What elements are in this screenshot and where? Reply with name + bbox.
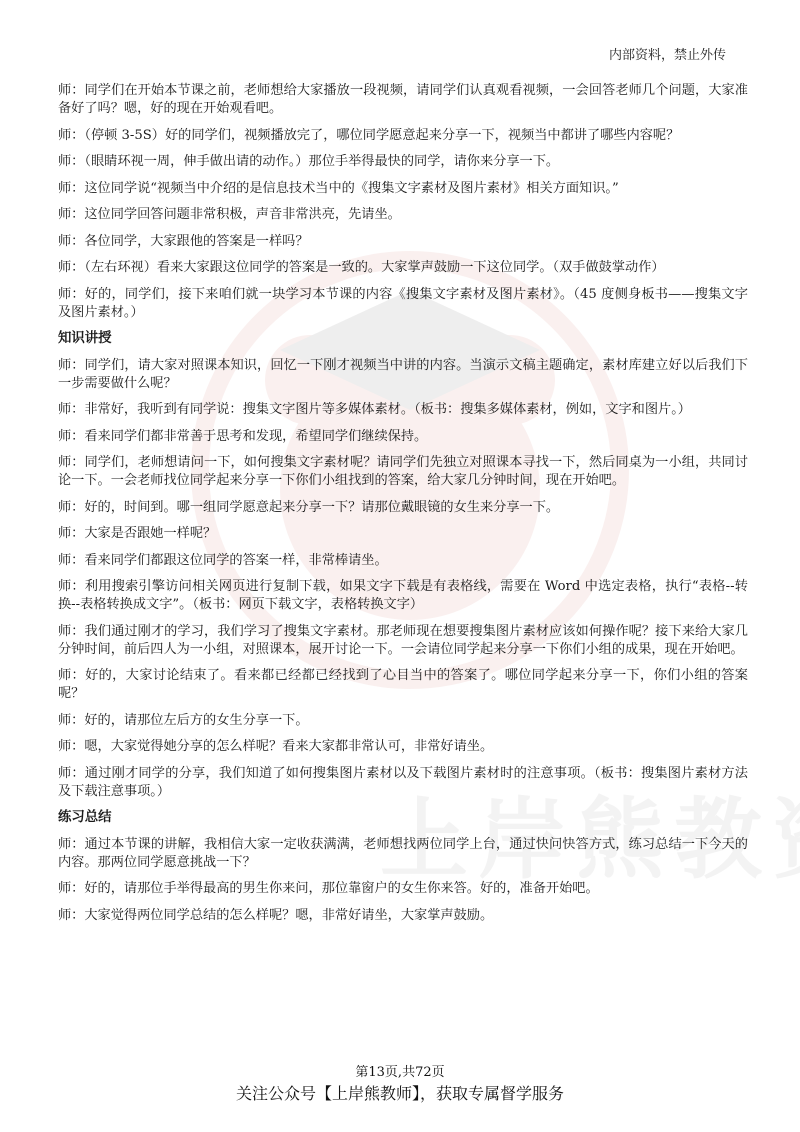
dialogue-paragraph: 师：（左右环视）看来大家跟这位同学的答案是一致的。大家掌声鼓励一下这位同学。（双手做鼓掌动作）: [58, 260, 665, 275]
dialogue-paragraph: 师：通过刚才同学的分享，我们知道了如何搜集图片素材以及下载图片素材时的注意事项。（板书：搜集图片素材方法及下载注意事项。）: [58, 765, 748, 799]
dialogue-paragraph: 师：利用搜索引擎访问相关网页进行复制下载，如果文字下载是有表格线，需要在 Word 中选定表格，执行“表格--转换--表格转换成文字”。（板书：网页下载文字，表格转换文字）: [58, 579, 748, 612]
dialogue-paragraph: 师：好的，同学们，接下来咱们就一块学习本节课的内容《搜集文字素材及图片素材》。（45 度侧身板书——搜集文字及图片素材。）: [58, 286, 748, 320]
dialogue-paragraph: 师：同学们在开始本节课之前，老师想给大家播放一段视频，请同学们认真观看视频，一会回答老师几个问题，大家准备好了吗？嗯，好的现在开始观看吧。: [58, 83, 748, 116]
page-number: 第13页,共72页: [355, 1065, 445, 1080]
section-heading: 知识讲授: [58, 331, 112, 346]
lesson-script-body: [58, 82, 748, 933]
dialogue-paragraph: 师：（眼睛环视一周，伸手做出请的动作。）那位手举得最快的同学，请你来分享一下。: [58, 154, 560, 169]
dialogue-paragraph: 师：各位同学，大家跟他的答案是一样吗？: [58, 233, 309, 249]
dialogue-paragraph: 师：（停顿 3-5S）好的同学们，视频播放完了，哪位同学愿意起来分享一下，视频当中都讲了哪些内容呢？: [58, 127, 680, 143]
dialogue-paragraph: 师：好的，请那位手举得最高的男生你来问，那位靠窗户的女生你来答。好的，准备开始吧。: [58, 881, 599, 896]
dialogue-paragraph: 师：看来同学们都跟这位同学的答案一样，非常棒请坐。: [58, 552, 388, 568]
dialogue-paragraph: 师：好的，时间到。哪一组同学愿意起来分享一下？请那位戴眼镜的女生来分享一下。: [58, 499, 560, 515]
dialogue-paragraph: 师：好的，大家讨论结束了。看来都已经都已经找到了心目当中的答案了。哪位同学起来分享一下，你们小组的答案呢？: [58, 668, 748, 701]
dialogue-paragraph: 师：同学们，请大家对照课本知识，回忆一下刚才视频当中讲的内容。当演示文稿主题确定，素材库建立好以后我们下一步需要做什么呢？: [58, 357, 748, 391]
section-heading: 练习总结: [58, 810, 112, 825]
footer-promo: 关注公众号【上岸熊教师】，获取专属督学服务: [235, 1084, 564, 1103]
dialogue-paragraph: 师：好的，请那位左后方的女生分享一下。: [58, 712, 309, 728]
dialogue-paragraph: 师：同学们，老师想请问一下，如何搜集文字素材呢？请同学们先独立对照课本寻找一下，然后同桌为一小组，共同讨论一下。一会老师找位同学起来分享一下你们小组找到的答案，给大家几分钟时间，现在开始吧。: [58, 455, 748, 488]
dialogue-paragraph: 师：这位同学回答问题非常积极，声音非常洪亮，先请坐。: [58, 207, 401, 222]
dialogue-paragraph: 师：大家是否跟她一样呢？: [58, 526, 217, 541]
dialogue-paragraph: 师：嗯，大家觉得她分享的怎么样呢？看来大家都非常认可，非常好请坐。: [58, 739, 494, 754]
dialogue-paragraph: 师：大家觉得两位同学总结的怎么样呢？嗯，非常好请坐，大家掌声鼓励。: [58, 907, 494, 923]
dialogue-paragraph: 师：这位同学说“视频当中介绍的是信息技术当中的《搜集文字素材及图片素材》相关方面知识。”: [58, 180, 619, 196]
dialogue-paragraph: 师：通过本节课的讲解，我相信大家一定收获满满，老师想找两位同学上台，通过快问快答方式，练习总结一下今天的内容。那两位同学愿意挑战一下？: [58, 836, 748, 870]
dialogue-paragraph: 师：我们通过刚才的学习，我们学习了搜集文字素材。那老师现在想要搜集图片素材应该如何操作呢？接下来给大家几分钟时间，前后四人为一小组，对照课本，展开讨论一下。一会请位同学起来分享一下你们小组的成果，现在开始吧。: [58, 623, 748, 657]
dialogue-paragraph: 师：非常好，我听到有同学说：搜集文字图片等多媒体素材。（板书：搜集多媒体素材，例如，文字和图片。）: [58, 402, 691, 417]
confidential-note: 内部资料，禁止外传: [608, 48, 726, 63]
dialogue-paragraph: 师：看来同学们都非常善于思考和发现，希望同学们继续保持。: [58, 428, 428, 444]
